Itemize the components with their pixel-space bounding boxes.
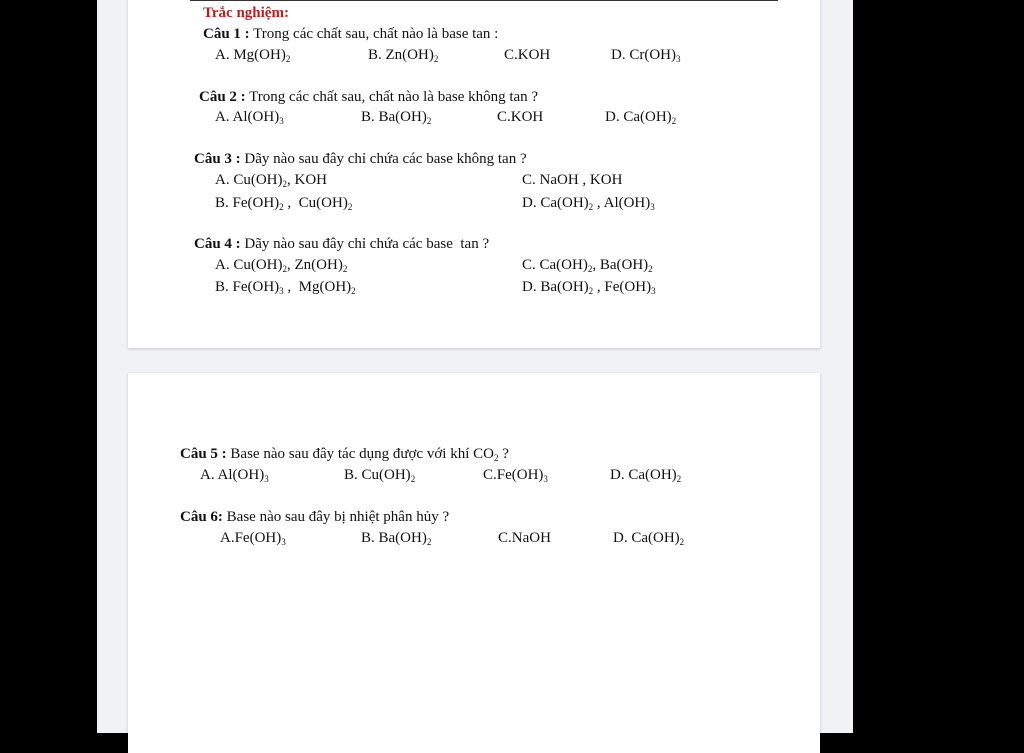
text-fragment: Cu(OH) — [233, 257, 283, 273]
text-fragment: B. — [215, 279, 229, 295]
text-fragment: B. — [368, 47, 382, 63]
q6-option-d — [613, 530, 684, 547]
question-4 — [194, 236, 489, 253]
text-fragment: 3 — [264, 474, 269, 484]
text-fragment: D. — [611, 47, 626, 63]
text-fragment: 2 — [351, 286, 356, 296]
text-fragment: D. — [613, 530, 628, 546]
text-fragment: 2 — [282, 179, 288, 189]
text-fragment: B. — [361, 109, 375, 125]
text-fragment: A. — [215, 47, 230, 63]
text-fragment: Cu(OH) — [361, 467, 411, 483]
text-fragment: Ca(OH) — [539, 257, 588, 273]
table-bottom-border — [190, 0, 778, 1]
question-text: Trong các chất sau, chất nào là base không tan ? — [249, 89, 539, 105]
text-fragment: Ba(OH) — [378, 109, 427, 125]
text-fragment: 2 — [285, 54, 291, 64]
text-fragment: 2 — [282, 264, 288, 274]
text-fragment: , — [593, 279, 605, 295]
text-fragment: D. — [605, 109, 620, 125]
text-fragment: , — [287, 172, 295, 188]
document-page-2 — [128, 373, 820, 753]
question-label: Câu 4 : — [194, 236, 241, 252]
text-fragment: 2 — [493, 453, 499, 463]
text-fragment: , — [283, 195, 299, 211]
table-border-tick — [776, 0, 777, 1]
text-fragment: 2 — [426, 537, 432, 547]
text-fragment: 2 — [676, 474, 682, 484]
q3-option-a — [215, 172, 327, 189]
text-fragment: 3 — [279, 116, 284, 126]
q3-option-c — [522, 172, 622, 189]
text-fragment: KOH — [510, 109, 544, 125]
text-fragment: 3 — [651, 286, 656, 296]
text-fragment: Al(OH) — [217, 467, 265, 483]
text-fragment: Ba(OH) — [378, 530, 427, 546]
q3-option-b — [215, 195, 352, 212]
question-2 — [199, 89, 538, 106]
text-fragment: C. — [522, 257, 536, 273]
text-fragment: 2 — [588, 202, 594, 212]
text-fragment: C. — [504, 47, 518, 63]
text-fragment: 3 — [650, 202, 655, 212]
text-fragment: 2 — [587, 264, 593, 274]
text-fragment: Ca(OH) — [540, 195, 589, 211]
question-label: Câu 5 : — [180, 446, 227, 462]
table-border-tick — [420, 0, 421, 1]
q5-option-a — [200, 467, 269, 484]
text-fragment: Fe(OH) — [232, 195, 280, 211]
q1-option-c — [504, 47, 550, 64]
q4-option-c — [522, 257, 653, 274]
question-text: Base nào sau đây tác dụng được với khí CO — [230, 446, 494, 462]
text-fragment: , — [283, 279, 299, 295]
text-fragment: B. — [344, 467, 358, 483]
text-fragment: Fe(OH) — [604, 279, 652, 295]
question-3 — [194, 151, 527, 168]
text-fragment: 2 — [588, 286, 594, 296]
text-fragment: Mg(OH) — [233, 47, 286, 63]
q2-option-b — [361, 109, 431, 126]
text-fragment: 2 — [433, 54, 439, 64]
text-fragment: B. — [215, 195, 229, 211]
text-fragment: Cr(OH) — [629, 47, 676, 63]
text-fragment: 2 — [342, 264, 348, 274]
text-fragment: Al(OH) — [232, 109, 280, 125]
section-title: Trắc nghiệm: — [203, 5, 289, 21]
question-1 — [203, 26, 498, 43]
text-fragment: 3 — [543, 474, 548, 484]
text-fragment: 2 — [648, 264, 653, 274]
q6-option-a — [220, 530, 286, 547]
q4-option-b — [215, 279, 356, 296]
question-label: Câu 6: — [180, 509, 223, 525]
text-fragment: 2 — [347, 202, 353, 212]
question-text: Dãy nào sau đây chỉ chứa các base không tan ? — [244, 151, 527, 167]
text-fragment: A. — [215, 172, 230, 188]
q4-option-a — [215, 257, 347, 274]
document-page-1 — [128, 0, 820, 348]
q5-option-c — [483, 467, 548, 484]
q4-option-d — [522, 279, 656, 296]
text-fragment: A. — [200, 467, 215, 483]
q5-option-b — [344, 467, 415, 484]
text-fragment: NaOH — [539, 172, 579, 188]
text-fragment: Fe(OH) — [232, 279, 280, 295]
q5-option-d — [610, 467, 681, 484]
q1-option-b — [368, 47, 438, 64]
question-text: Dãy nào sau đây chỉ chứa các base tan ? — [244, 236, 490, 252]
text-fragment: C. — [498, 530, 512, 546]
q1-option-a — [215, 47, 290, 64]
text-fragment: 3 — [279, 286, 284, 296]
text-fragment: Cu(OH) — [233, 172, 283, 188]
text-fragment: 3 — [281, 537, 286, 547]
text-fragment: A. — [220, 530, 235, 546]
q1-option-d — [611, 47, 681, 64]
question-label: Câu 1 : — [203, 26, 250, 42]
q3-option-d — [522, 195, 655, 212]
q6-option-c — [498, 530, 551, 547]
text-fragment: D. — [522, 195, 537, 211]
text-fragment: Zn(OH) — [385, 47, 434, 63]
text-fragment: 2 — [279, 202, 284, 212]
document-viewer[interactable] — [97, 0, 853, 733]
text-fragment: Ba(OH) — [599, 257, 649, 273]
text-fragment: ? — [498, 446, 509, 462]
text-fragment: Cu(OH) — [298, 195, 348, 211]
text-fragment: , — [593, 195, 604, 211]
text-fragment: 3 — [676, 54, 681, 64]
text-fragment: KOH — [517, 47, 551, 63]
question-text: Base nào sau đây bị nhiệt phân hủy ? — [226, 509, 450, 525]
text-fragment: Zn(OH) — [294, 257, 343, 273]
text-fragment: 2 — [410, 474, 416, 484]
text-fragment: B. — [361, 530, 375, 546]
table-border-tick — [190, 0, 191, 1]
question-label: Câu 2 : — [199, 89, 246, 105]
question-label: Câu 3 : — [194, 151, 241, 167]
text-fragment: C. — [522, 172, 536, 188]
text-fragment: NaOH — [511, 530, 551, 546]
text-fragment: Ca(OH) — [631, 530, 680, 546]
text-fragment: Ba(OH) — [540, 279, 589, 295]
text-fragment: KOH — [589, 172, 623, 188]
q2-option-c — [497, 109, 543, 126]
text-fragment: A. — [215, 109, 230, 125]
text-fragment: Al(OH) — [603, 195, 651, 211]
q2-option-a — [215, 109, 284, 126]
text-fragment: 2 — [679, 537, 685, 547]
text-fragment: Mg(OH) — [298, 279, 352, 295]
text-fragment: Fe(OH) — [496, 467, 544, 483]
text-fragment: , — [578, 172, 590, 188]
question-6 — [180, 509, 449, 526]
q2-option-d — [605, 109, 676, 126]
text-fragment: KOH — [294, 172, 328, 188]
text-fragment: A. — [215, 257, 230, 273]
text-fragment: C. — [483, 467, 497, 483]
text-fragment: Fe(OH) — [234, 530, 282, 546]
q6-option-b — [361, 530, 431, 547]
question-5 — [180, 446, 509, 463]
text-fragment: C. — [497, 109, 511, 125]
text-fragment: 2 — [426, 116, 432, 126]
text-fragment: , — [287, 257, 295, 273]
text-fragment: Ca(OH) — [628, 467, 677, 483]
text-fragment: Ca(OH) — [623, 109, 672, 125]
text-fragment: D. — [522, 279, 537, 295]
text-fragment: 2 — [671, 116, 677, 126]
question-text: Trong các chất sau, chất nào là base tan : — [253, 26, 499, 42]
text-fragment: , — [592, 257, 600, 273]
text-fragment: D. — [610, 467, 625, 483]
